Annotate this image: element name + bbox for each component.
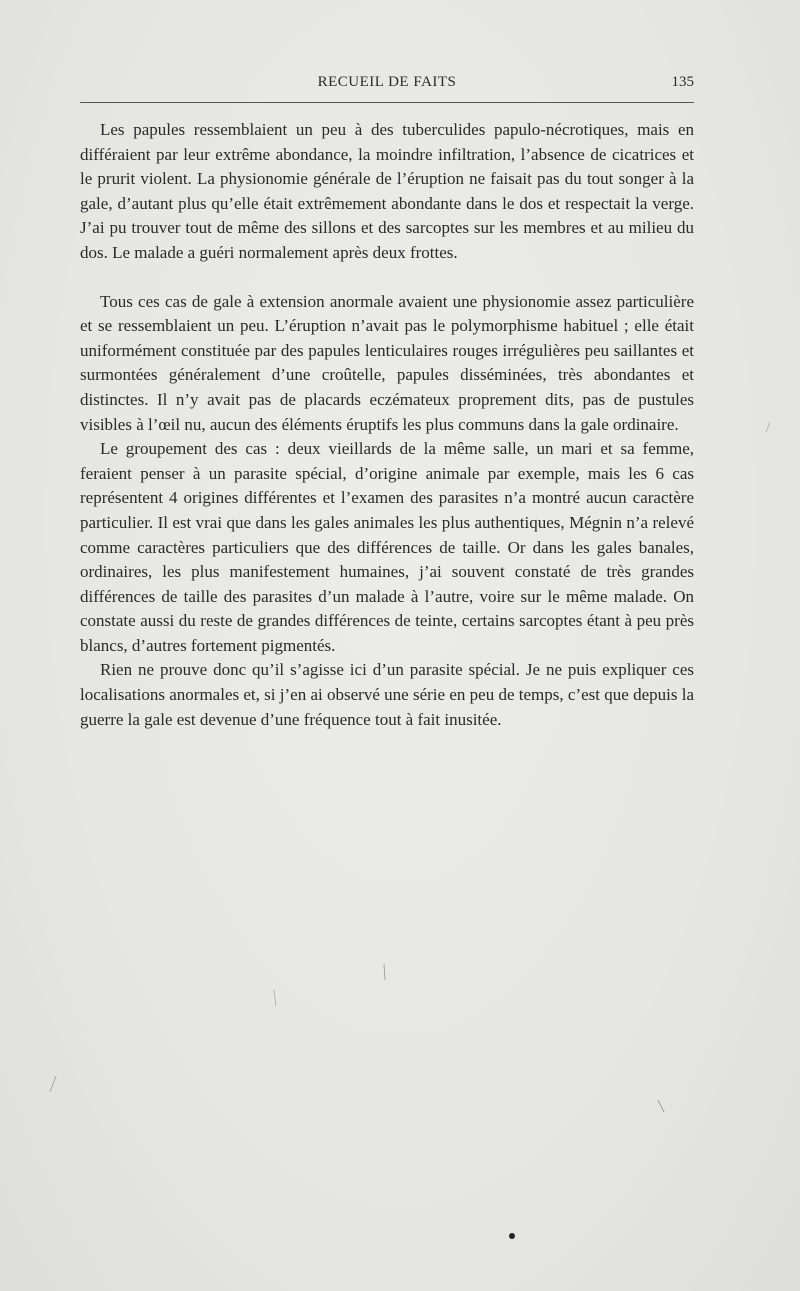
running-head bbox=[80, 74, 694, 96]
paragraph: Les papules ressemblaient un peu à des tuberculides papulo-nécrotiques, mais en différaient par leur extrême abondance, la moindre infiltration, l’absence de cicatrices et le prurit violent. La physionomie générale de l’éruption ne faisait pas du tout songer à la gale, d’autant plus qu’elle était extrêmement abondante dans le dos et respectait la verge. J’ai pu trouver tout de même des sillons et des sarcoptes sur les membres et au milieu du dos. Le malade a guéri normalement après deux frottes. bbox=[80, 120, 694, 262]
paper-fibre bbox=[50, 1076, 56, 1092]
paper-fibre bbox=[274, 990, 276, 1006]
paper-fibre bbox=[384, 964, 385, 980]
ink-dot bbox=[509, 1233, 515, 1239]
paper-fibre bbox=[766, 422, 770, 432]
running-title: RECUEIL DE FAITS bbox=[317, 74, 457, 90]
paper-fibre bbox=[658, 1100, 664, 1112]
paragraph: Le groupement des cas : deux vieillards de la même salle, un mari et sa femme, feraient penser à un parasite spécial, d’origine animale par exemple, mais les 6 cas représentent 4 origines différentes et l’examen des parasites n’a montré aucun caractère particulier. Il est vrai que dans les gales animales les plus authentiques, Mégnin n’a relevé comme caractères particuliers que des différences de taille. Or dans les gales banales, ordinaires, les plus manifestement humaines, j’ai souvent constaté de très grandes différences de taille des parasites d’un malade à l’autre, voire sur le même malade. On constate aussi du reste de grandes différences de teinte, certains sarcoptes étant à peu près blancs, d’autres fortement pigmentés. bbox=[80, 439, 694, 655]
paragraph: Rien ne prouve donc qu’il s’agisse ici d’un parasite spécial. Je ne puis expliquer ces localisations anormales et, si j’en ai observé une série en peu de temps, c’est que depuis la guerre la gale est devenue d’une fréquence tout à fait inusitée. bbox=[80, 660, 694, 729]
header-rule bbox=[80, 102, 694, 103]
paragraph: Tous ces cas de gale à extension anormale avaient une physionomie assez particulière et se ressemblaient un peu. L’éruption n’avait pas le polymorphisme habituel ; elle était uniformément constituée par des papules lenticulaires rouges irrégulières peu saillantes et surmontées généralement d’une croûtelle, papules disséminées, très abondantes et distinctes. Il n’y avait pas de placards eczémateux proprement dits, pas de pustules visibles à l’œil nu, aucun des éléments éruptifs les plus communs dans la gale ordinaire. bbox=[80, 291, 694, 434]
body-text bbox=[80, 118, 694, 732]
page-number: 135 bbox=[671, 74, 694, 90]
